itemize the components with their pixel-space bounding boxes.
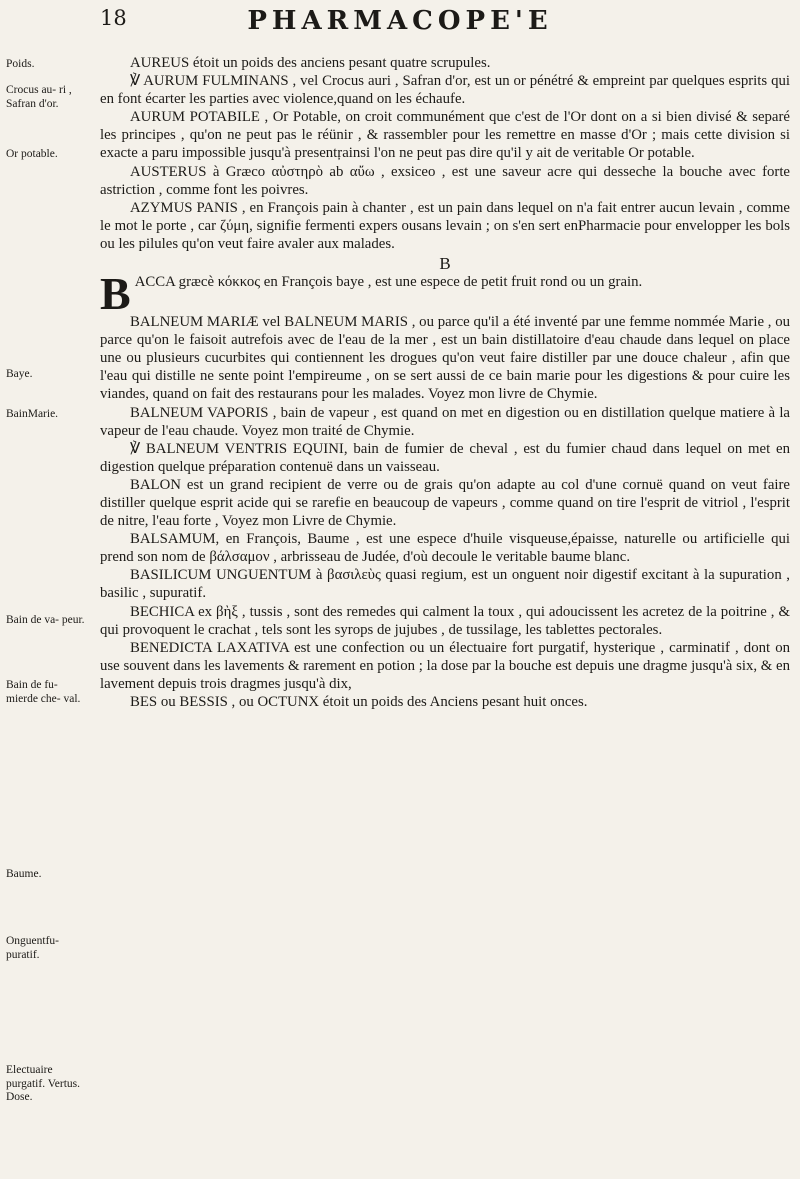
entry-balneum-vaporis: BALNEUM VAPORIS , bain de vapeur , est quand on met en digestion ou en distillation quelque matiere à la vapeur de l'eau chaude. Voyez mon traité de Chymie.: [100, 404, 790, 439]
margin-note-baume: Baume.: [6, 868, 42, 880]
margin-note-bain-fumier: Bain de fu- mierde che- val.: [6, 679, 81, 705]
entry-azymus: AZYMUS PANIS , en François pain à chanter , est un pain dans lequel on n'a fait entrer aucun levain , comme le mot le porte , car ζύμη, signifie fermenti expers ousans levain ; on s'en sert enPharmacie pour envelopper les bols ou les pilules qu'on veut faire avaler aux malades.: [100, 199, 790, 252]
margin-note-bain-marie: BainMarie.: [6, 408, 59, 420]
margin-note-crocus: Crocus au- ri , Safran d'or.: [6, 84, 72, 110]
entry-balon: BALON est un grand recipient de verre ou de grais qu'on adapte au col d'une cornuë quand on veut faire distiller quelque esprit acide qui se rarefie en beaucoup de vapeurs , comme quand on tire l'esprit de vitriol , l'esprit de nitre, l'eau forte , Voyez mon Livre de Chymie.: [100, 476, 790, 530]
running-title: PHARMACOPE'E: [247, 6, 553, 36]
body-text: [100, 42, 790, 711]
margin-note-bain-vapeur: Bain de va- peur.: [6, 614, 85, 626]
margin-note-poids: Poids.: [6, 58, 35, 70]
entry-balneum-mariae: BALNEUM MARIÆ vel BALNEUM MARIS , ou parce qu'il a été inventé par une femme nommée Marie , ou parce qu'on le faisoit autrefois avec de l'eau de la mer , est un bain distillatoire d'eau chaude dans lequel on place une ou plusieurs cucurbites qui contiennent les drogues qu'on veut faire distiller par une douce chaleur , afin que l'eau qui distille ne sente point l'empireume , on se sert aussi de ce bain marie pour les digestions & pour cuire les viandes, quand on fait des restaurans pour les malades. Voyez mon livre de Chymie.: [100, 314, 790, 403]
margin-note-baye: Baye.: [6, 368, 33, 380]
margin-note-onguent: Onguentfu- puratif.: [6, 935, 60, 961]
entry-bes: BES ou BESSIS , ou OCTUNX étoit un poids des Anciens pesant huit onces.: [130, 694, 588, 710]
entry-benedicta: BENEDICTA LAXATIVA est une confection ou un électuaire fort purgatif, hysterique , carminatif , dont on use souvent dans les lavements & rarement en potion ; la dose par la bouche est depuis une dragme jusqu'à six, & en lavement depuis trois dragmes jusqu'à dix,: [100, 639, 790, 692]
page-number: 18: [100, 6, 127, 30]
entry-aureus: AUREUS étoit un poids des anciens pesant quatre scrupules.: [130, 55, 491, 71]
entry-aurum-fulminans: ℣ AURUM FULMINANS , vel Crocus auri , Safran d'or, est un or pénétré & empreint par quelques esprits qui en font écarter les parties avec violence,quand on les échaufe.: [100, 73, 790, 108]
dropcap-letter: B: [100, 268, 131, 320]
entry-aurum-potabile: AURUM POTABILE , Or Potable, on croit communément que c'est de l'Or dont on a si bien divisé & separé les principes , qu'on ne peut pas le réünir , & rassembler pour les remettre en masse d'Or ; mais cette division si exacte a paru impossible jusqu'à presentŗainsi l'on ne peut pas dire qu'il y ait de veritable Or potable.: [100, 109, 790, 162]
entry-balsamum: BALSAMUM, en François, Baume , est une espece d'huile visqueuse,épaisse, naturelle ou artificielle qui prend son nom de βάλσαμον , arbrisseau de Judée, d'où decoule le veritable baume blanc.: [100, 531, 790, 566]
entry-bechica: BECHICA ex βὴξ , tussis , sont des remedes qui calment la toux , qui adoucissent les acretez de la poitrine , & qui provoquent le crachat , tels sont les syrops de jujubes , de tussilage, les tablettes pectorales.: [100, 603, 790, 638]
page-header: [0, 4, 800, 38]
entry-balneum-ventris: ℣ BALNEUM VENTRIS EQUINI, bain de fumier de cheval , est du fumier chaud dans lequel on met en digestion quelque préparation contenuë dans un vaisseau.: [100, 440, 790, 475]
entry-austerus: AUSTERUS à Græco αὐστηρὸ ab αὔω , exsiceo , est une saveur acre qui desseche la bouche avec forte astriction , comme font les poivres.: [100, 163, 790, 198]
entry-bacca: [100, 268, 790, 320]
letter-heading: B: [439, 254, 451, 274]
entry-bacca-text: ACCA græcè κόκκος en François baye , est une espece de petit fruit rond ou un grain.: [134, 274, 643, 291]
margin-note-or-potable: Or potable.: [6, 148, 58, 160]
margin-note-electuaire: Electuaire purgatif. Vertus. Dose.: [6, 1064, 80, 1103]
entry-basilicum: BASILICUM UNGUENTUM à βασιλεὺς quasi regium, est un onguent noir digestif excitant à la supuration , basilic , supuratif.: [100, 567, 790, 602]
